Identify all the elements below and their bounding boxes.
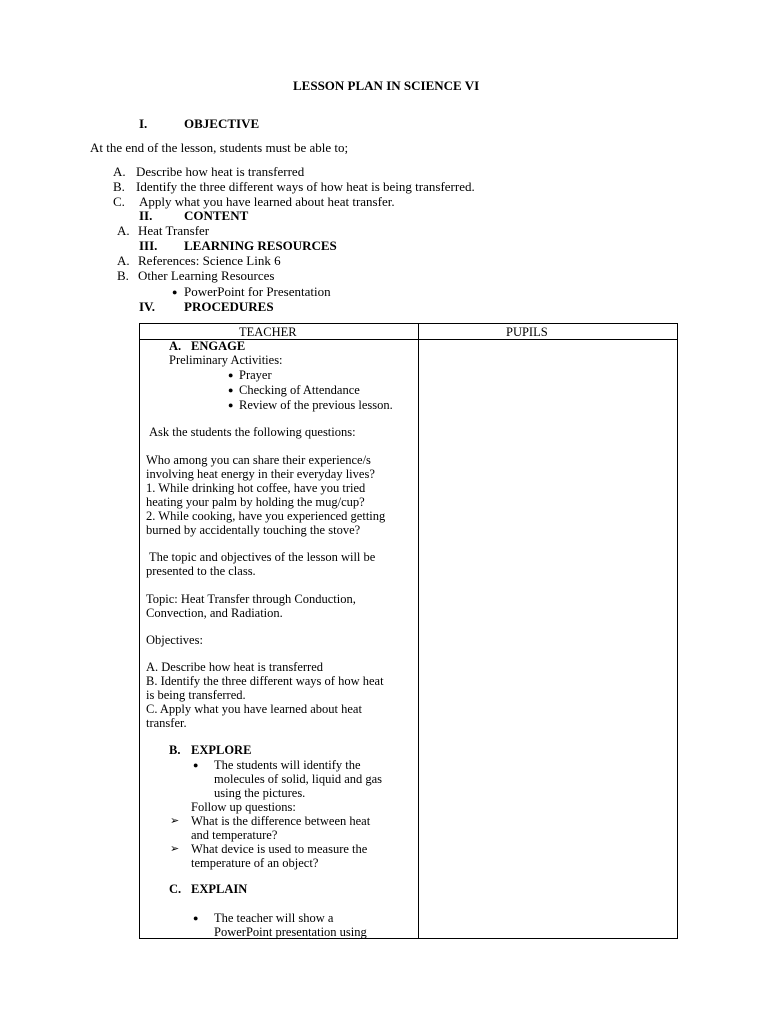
- bullet-icon: ●: [228, 385, 234, 395]
- bullet-icon: ●: [228, 370, 234, 380]
- objective-item-c: Apply what you have learned about heat transfer.: [139, 194, 395, 209]
- followup-question-line: What is the difference between heat: [191, 814, 371, 828]
- preliminary-item: Review of the previous lesson.: [239, 398, 393, 412]
- topic-line: Topic: Heat Transfer through Conduction,: [146, 592, 356, 606]
- explore-bullet-line: molecules of solid, liquid and gas: [214, 772, 383, 786]
- explore-heading: EXPLORE: [191, 743, 252, 757]
- objective-letter-a: A.: [113, 164, 126, 179]
- content-letter-a: A.: [117, 223, 130, 238]
- question-line: heating your palm by holding the mug/cup?: [146, 495, 365, 509]
- preliminary-item: Prayer: [239, 368, 272, 382]
- bullet-icon: ●: [228, 400, 234, 410]
- objective-item-a: Describe how heat is transferred: [136, 164, 305, 179]
- explain-bullet-line: PowerPoint presentation using: [214, 925, 367, 939]
- section-number-objective: I.: [139, 116, 148, 131]
- objective-line: C. Apply what you have learned about heat: [146, 702, 362, 716]
- topic-intro-line: presented to the class.: [146, 564, 256, 578]
- page-title: LESSON PLAN IN SCIENCE VI: [293, 78, 480, 93]
- objective-letter-b: B.: [113, 179, 125, 194]
- engage-letter: A.: [169, 339, 182, 353]
- question-line: 1. While drinking hot coffee, have you tried: [146, 481, 366, 495]
- followup-label: Follow up questions:: [191, 800, 296, 814]
- objective-letter-c: C.: [113, 194, 125, 209]
- preliminary-item: Checking of Attendance: [239, 383, 360, 397]
- content-item-a: Heat Transfer: [138, 223, 210, 238]
- explore-bullet-line: using the pictures.: [214, 786, 306, 800]
- bullet-icon: ●: [172, 287, 178, 297]
- followup-question-line: and temperature?: [191, 828, 278, 842]
- column-divider: [418, 324, 419, 938]
- objective-item-b: Identify the three different ways of how heat is being transferred.: [136, 179, 475, 194]
- objectives-label: Objectives:: [146, 633, 203, 647]
- followup-question-line: temperature of an object?: [191, 856, 319, 870]
- followup-question-line: What device is used to measure the: [191, 842, 368, 856]
- objective-line: B. Identify the three different ways of how heat: [146, 674, 384, 688]
- engage-heading: ENGAGE: [191, 339, 246, 353]
- section-heading-objective: OBJECTIVE: [184, 116, 260, 131]
- question-line: involving heat energy in their everyday lives?: [146, 467, 375, 481]
- explore-letter: B.: [169, 743, 181, 757]
- column-header-pupils: PUPILS: [506, 325, 548, 339]
- resources-item-b: Other Learning Resources: [138, 268, 275, 283]
- column-header-teacher: TEACHER: [239, 325, 297, 339]
- section-heading-procedures: PROCEDURES: [184, 299, 274, 314]
- preliminary-activities-label: Preliminary Activities:: [169, 353, 283, 367]
- question-line: burned by accidentally touching the stove?: [146, 523, 361, 537]
- question-line: 2. While cooking, have you experienced getting: [146, 509, 386, 523]
- topic-intro-line: The topic and objectives of the lesson will be: [149, 550, 376, 564]
- topic-line: Convection, and Radiation.: [146, 606, 283, 620]
- resources-letter-b: B.: [117, 268, 129, 283]
- arrow-bullet-icon: ➢: [170, 815, 180, 827]
- bullet-icon: ●: [193, 760, 199, 770]
- objective-intro: At the end of the lesson, students must be able to;: [90, 140, 349, 155]
- explore-bullet-line: The students will identify the: [214, 758, 361, 772]
- objective-line: is being transferred.: [146, 688, 246, 702]
- resources-bullet-item: PowerPoint for Presentation: [184, 284, 331, 299]
- objective-line: A. Describe how heat is transferred: [146, 660, 324, 674]
- resources-item-a: References: Science Link 6: [138, 253, 281, 268]
- section-number-procedures: IV.: [139, 299, 156, 314]
- explain-bullet-line: The teacher will show a: [214, 911, 334, 925]
- explain-heading: EXPLAIN: [191, 882, 248, 896]
- section-number-content: II.: [139, 208, 153, 223]
- resources-letter-a: A.: [117, 253, 130, 268]
- explain-letter: C.: [169, 882, 182, 896]
- arrow-bullet-icon: ➢: [170, 843, 180, 855]
- objective-line: transfer.: [146, 716, 187, 730]
- procedures-table: [139, 323, 678, 939]
- question-line: Who among you can share their experience/s: [146, 453, 371, 467]
- section-number-resources: III.: [139, 238, 158, 253]
- section-heading-resources: LEARNING RESOURCES: [184, 238, 337, 253]
- section-heading-content: CONTENT: [184, 208, 249, 223]
- ask-students-text: Ask the students the following questions:: [149, 425, 356, 439]
- bullet-icon: ●: [193, 913, 199, 923]
